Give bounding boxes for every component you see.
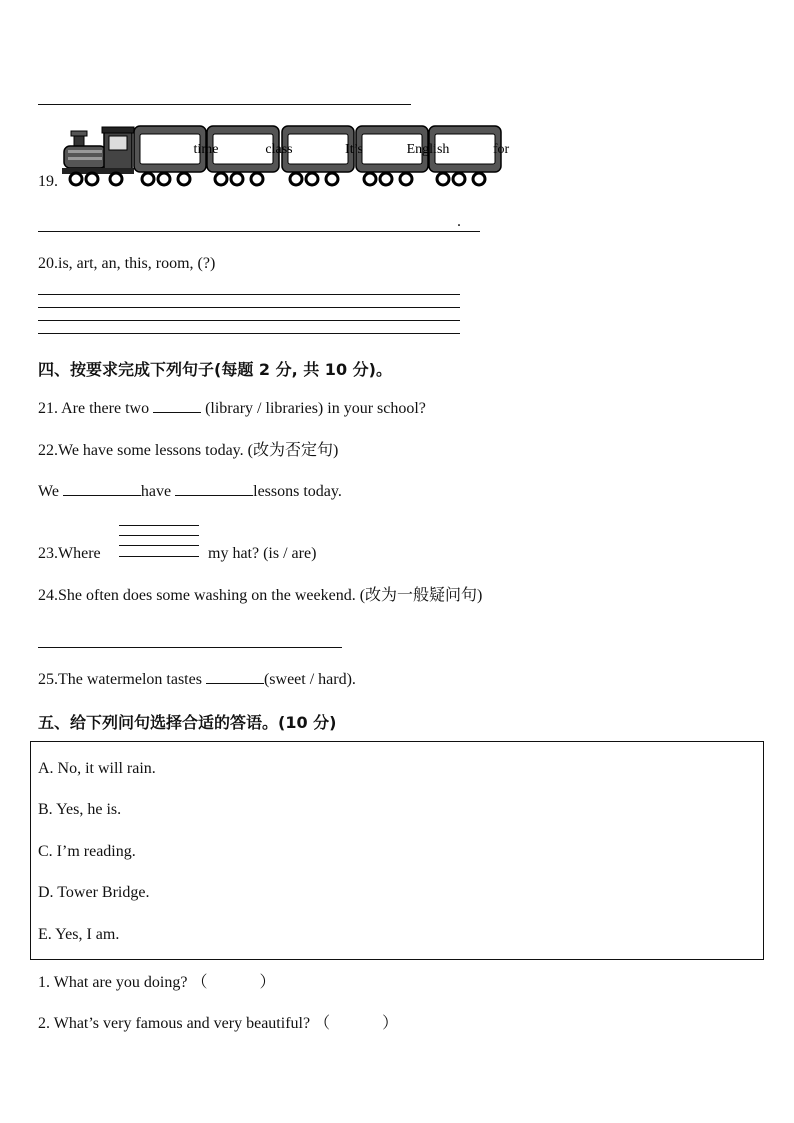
q24-answer-line[interactable] xyxy=(38,647,342,648)
q20-answer-line-1[interactable] xyxy=(38,294,460,295)
q22-word-we: We xyxy=(38,483,59,500)
s5-question-2-open-paren: （ xyxy=(314,1015,331,1032)
s5-question-2-text: 2. What’s very famous and very beautiful? xyxy=(38,1015,311,1032)
q22-answer xyxy=(38,482,342,502)
q21-blank[interactable] xyxy=(153,412,201,413)
q22-text: 22.We have some lessons today. (改为否定句) xyxy=(38,442,339,459)
q23-blank-line-1[interactable] xyxy=(119,525,199,526)
s5-question-1-close-paren: ） xyxy=(259,974,276,991)
q19-answer-line[interactable] xyxy=(38,231,480,232)
s5-question-2-close-paren: ） xyxy=(382,1015,399,1032)
q23-text-after: my hat? (is / are) xyxy=(208,545,317,562)
section4-heading: 四、按要求完成下列句子(每题 2 分, 共 10 分)。 xyxy=(38,360,392,379)
q23-blank-line-2[interactable] xyxy=(119,535,199,536)
q25-blank[interactable] xyxy=(206,683,264,684)
option-d: D. Tower Bridge. xyxy=(38,884,150,901)
q21-text-after: (library / libraries) in your school? xyxy=(205,400,426,417)
s5-question-1 xyxy=(38,973,275,993)
q20-text: 20.is, art, an, this, room, (?) xyxy=(38,255,216,272)
option-b: B. Yes, he is. xyxy=(38,801,122,818)
s5-question-1-text: 1. What are you doing? xyxy=(38,974,188,991)
answer-line-top xyxy=(38,104,411,105)
q19-end-dot: . xyxy=(457,213,461,230)
q20-answer-line-2[interactable] xyxy=(38,307,460,308)
section5-heading: 五、给下列问句选择合适的答语。(10 分) xyxy=(38,713,337,732)
q23-blank-line-3[interactable] xyxy=(119,545,199,546)
q25 xyxy=(38,670,356,690)
train-car-word-1: time xyxy=(193,142,219,157)
q22-blank-1[interactable] xyxy=(63,495,141,496)
option-c: C. I’m reading. xyxy=(38,843,136,860)
q22-word-lessons: lessons today. xyxy=(253,483,342,500)
option-a: A. No, it will rain. xyxy=(38,760,156,777)
q24-text: 24.She often does some washing on the weekend. (改为一般疑问句) xyxy=(38,587,483,604)
train-car-3 xyxy=(282,126,354,185)
train-car-word-2: class xyxy=(265,142,293,157)
locomotive-icon xyxy=(62,127,134,185)
option-e: E. Yes, I am. xyxy=(38,926,120,943)
train-car-word-4: English xyxy=(406,142,450,157)
q20-answer-line-4[interactable] xyxy=(38,333,460,334)
s5-question-2 xyxy=(38,1014,398,1034)
q22-blank-2[interactable] xyxy=(175,495,253,496)
q22-word-have: have xyxy=(140,483,172,500)
q19-number: 19. xyxy=(38,173,58,190)
q25-text-before: 25.The watermelon tastes xyxy=(38,671,202,688)
train-car-word-5: for xyxy=(492,142,510,157)
q20-answer-line-3[interactable] xyxy=(38,320,460,321)
q21-text-before: 21. Are there two xyxy=(38,400,150,417)
s5-question-1-open-paren: （ xyxy=(191,974,208,991)
q25-text-after: (sweet / hard). xyxy=(263,671,356,688)
q21 xyxy=(38,399,426,419)
train-car-word-3: It’s xyxy=(345,142,363,157)
train-illustration xyxy=(60,124,510,188)
q23-text-before: 23.Where xyxy=(38,545,101,562)
q23-blank-line-4[interactable] xyxy=(119,556,199,557)
